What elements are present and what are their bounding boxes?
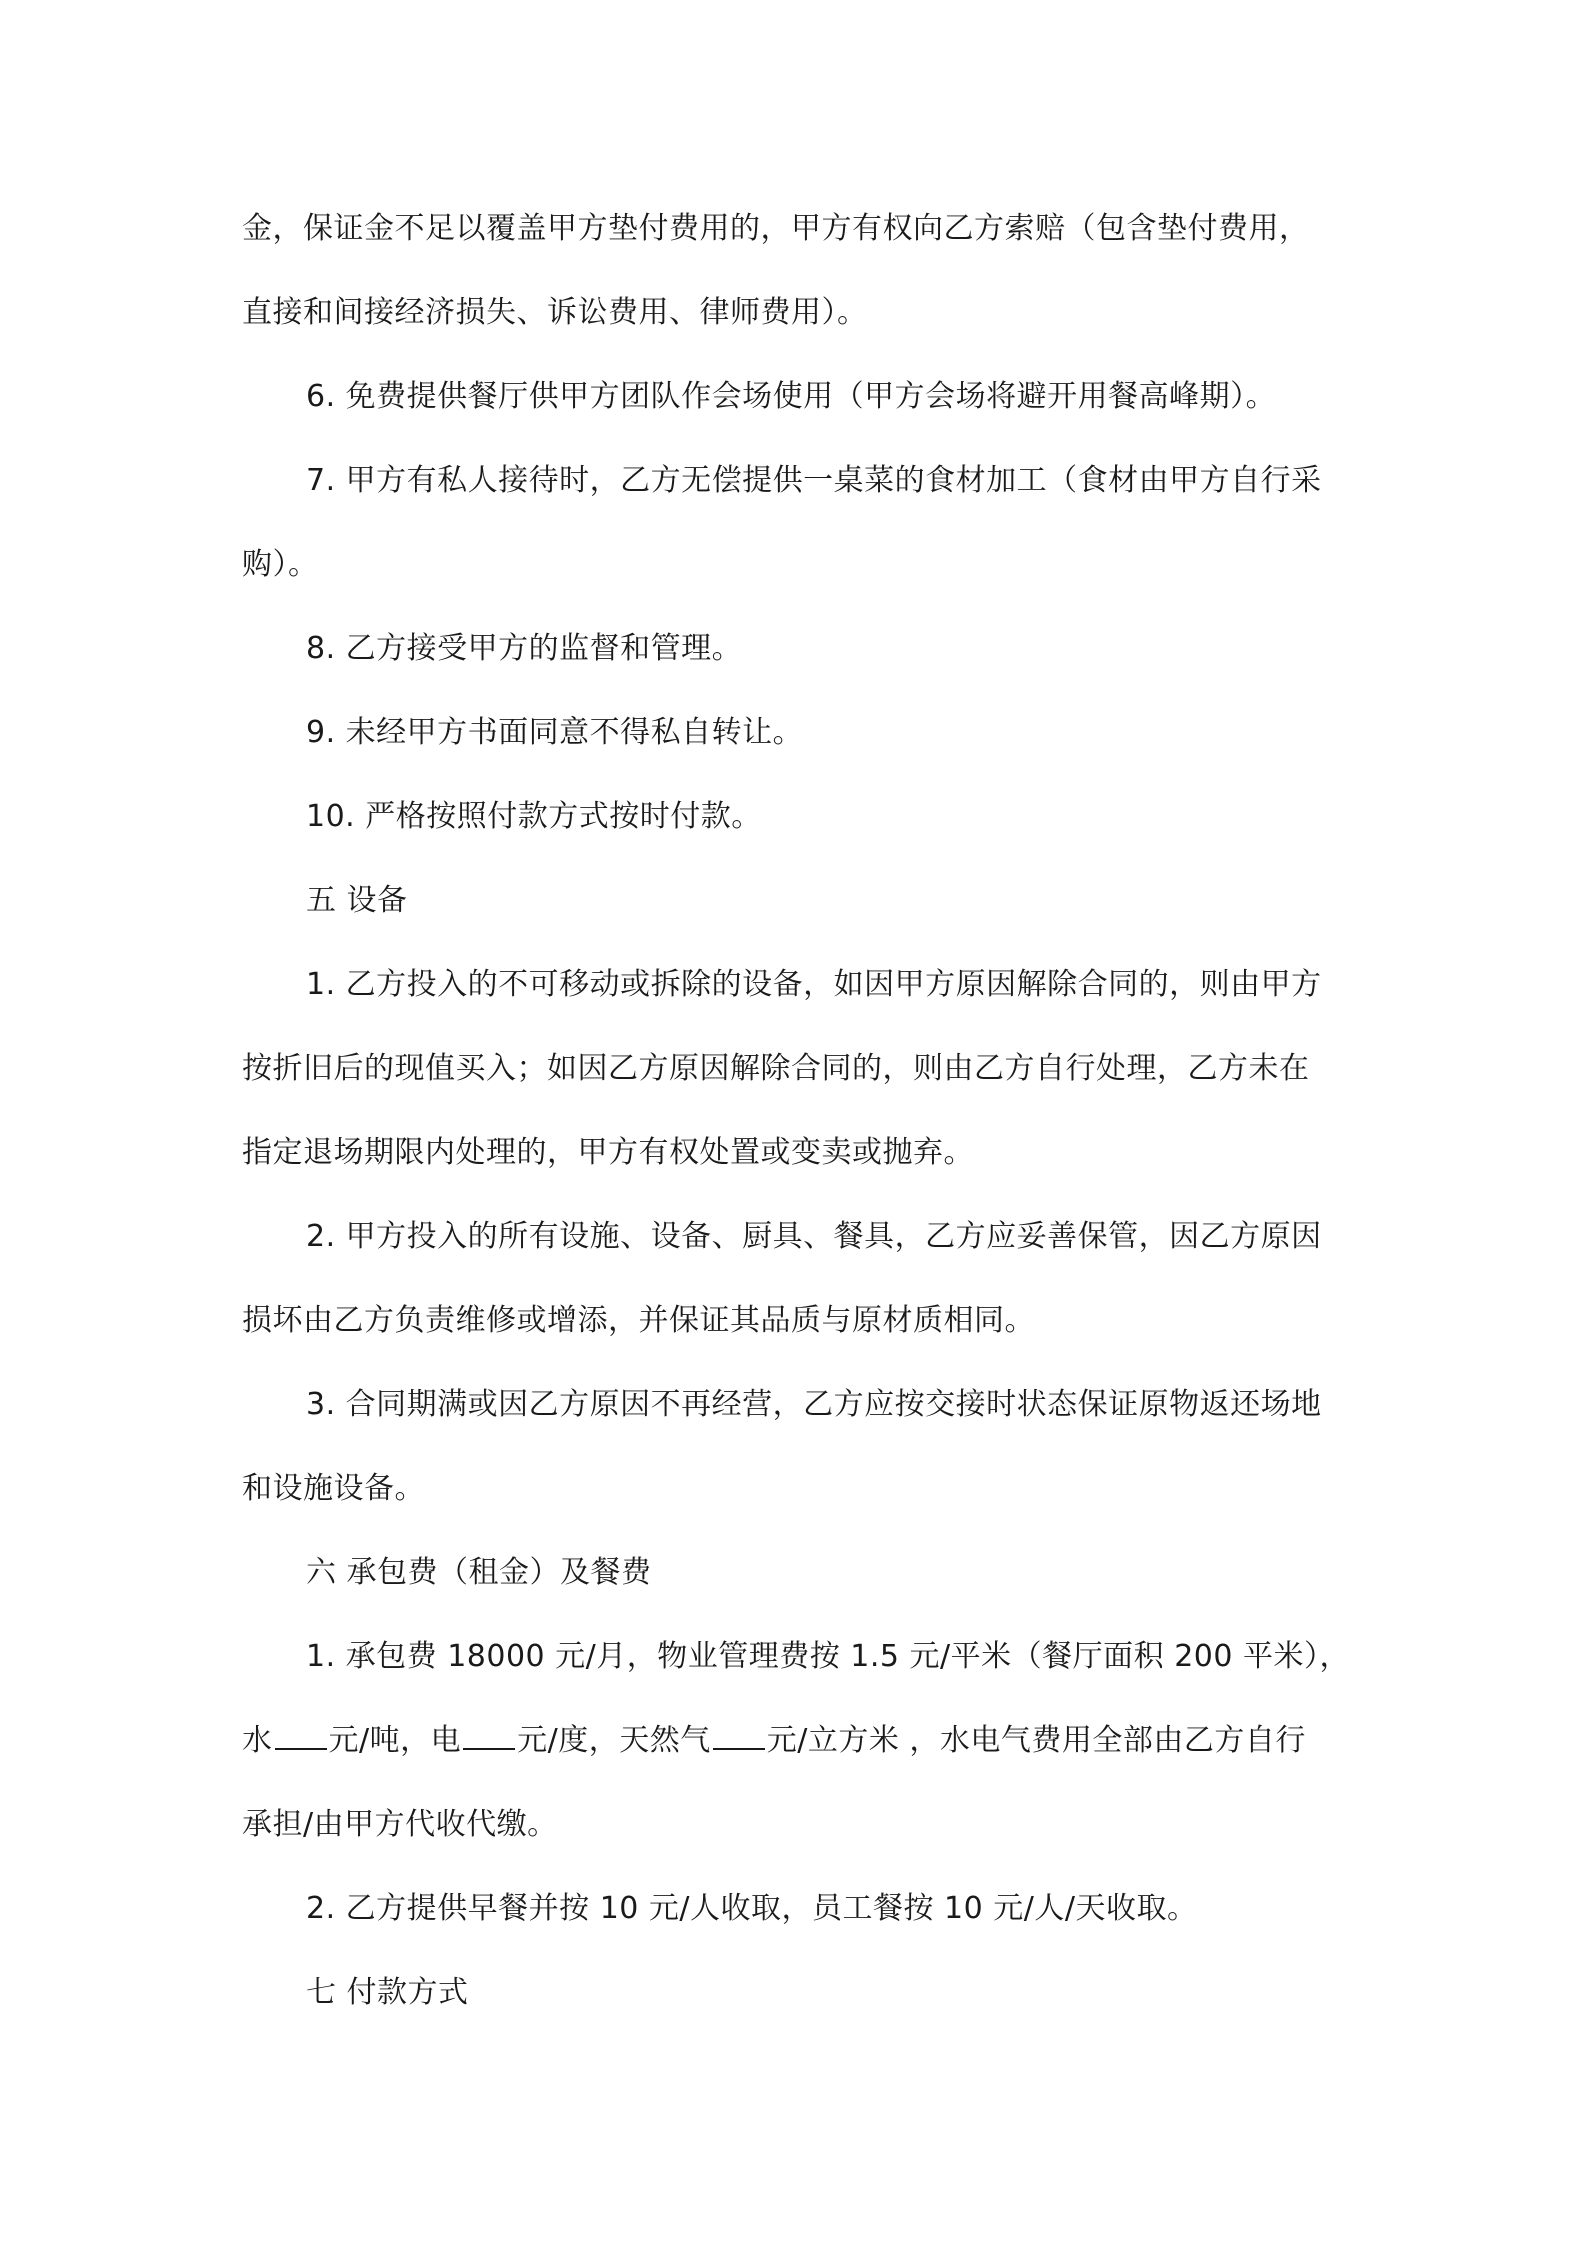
section-heading-5: 五 设备 (306, 883, 408, 918)
clause-6: 6. 免费提供餐厅供甲方团队作会场使用（甲方会场将避开用餐高峰期）。 (306, 379, 1277, 414)
water-label: 水 (242, 1723, 273, 1758)
clause-8: 8. 乙方接受甲方的监督和管理。 (306, 631, 743, 666)
paragraph-line: 和设施设备。 (242, 1471, 425, 1506)
paragraph-line: 直接和间接经济损失、诉讼费用、律师费用）。 (242, 295, 868, 330)
gas-price-blank[interactable] (713, 1722, 765, 1750)
section-heading-7: 七 付款方式 (306, 1975, 469, 2010)
clause-9: 9. 未经甲方书面同意不得私自转让。 (306, 715, 804, 750)
paragraph-line: 指定退场期限内处理的，甲方有权处置或变卖或抛弃。 (242, 1135, 974, 1170)
electricity-price-blank[interactable] (463, 1722, 515, 1750)
clause-10: 10. 严格按照付款方式按时付款。 (306, 799, 762, 834)
utility-fees-line (242, 1721, 1306, 1761)
fee-clause-2: 2. 乙方提供早餐并按 10 元/人收取，员工餐按 10 元/人/天收取。 (306, 1891, 1198, 1926)
equipment-clause-2: 2. 甲方投入的所有设施、设备、厨具、餐具，乙方应妥善保管，因乙方原因 (306, 1219, 1322, 1254)
equipment-clause-3: 3. 合同期满或因乙方原因不再经营，乙方应按交接时状态保证原物返还场地 (306, 1387, 1322, 1422)
paragraph-line: 损坏由乙方负责维修或增添，并保证其品质与原材质相同。 (242, 1303, 1035, 1338)
paragraph-line: 购）。 (242, 547, 319, 582)
water-price-blank[interactable] (275, 1722, 327, 1750)
paragraph-line: 金，保证金不足以覆盖甲方垫付费用的，甲方有权向乙方索赔（包含垫付费用， (242, 211, 1310, 246)
paragraph-line: 承担/由甲方代收代缴。 (242, 1807, 558, 1842)
section-heading-6: 六 承包费（租金）及餐费 (306, 1555, 652, 1590)
equipment-clause-1: 1. 乙方投入的不可移动或拆除的设备，如因甲方原因解除合同的，则由甲方 (306, 967, 1322, 1002)
paragraph-line: 按折旧后的现值买入；如因乙方原因解除合同的，则由乙方自行处理，乙方未在 (242, 1051, 1310, 1086)
clause-7: 7. 甲方有私人接待时，乙方无偿提供一桌菜的食材加工（食材由甲方自行采 (306, 463, 1322, 498)
fee-clause-1: 1. 承包费 18000 元/月，物业管理费按 1.5 元/平米（餐厅面积 200 平米）， (306, 1639, 1350, 1674)
gas-label: 元/度，天然气 (517, 1723, 711, 1758)
electricity-label: 元/吨，电 (328, 1723, 462, 1758)
utility-note: 元/立方米 ，水电气费用全部由乙方自行 (766, 1723, 1306, 1758)
